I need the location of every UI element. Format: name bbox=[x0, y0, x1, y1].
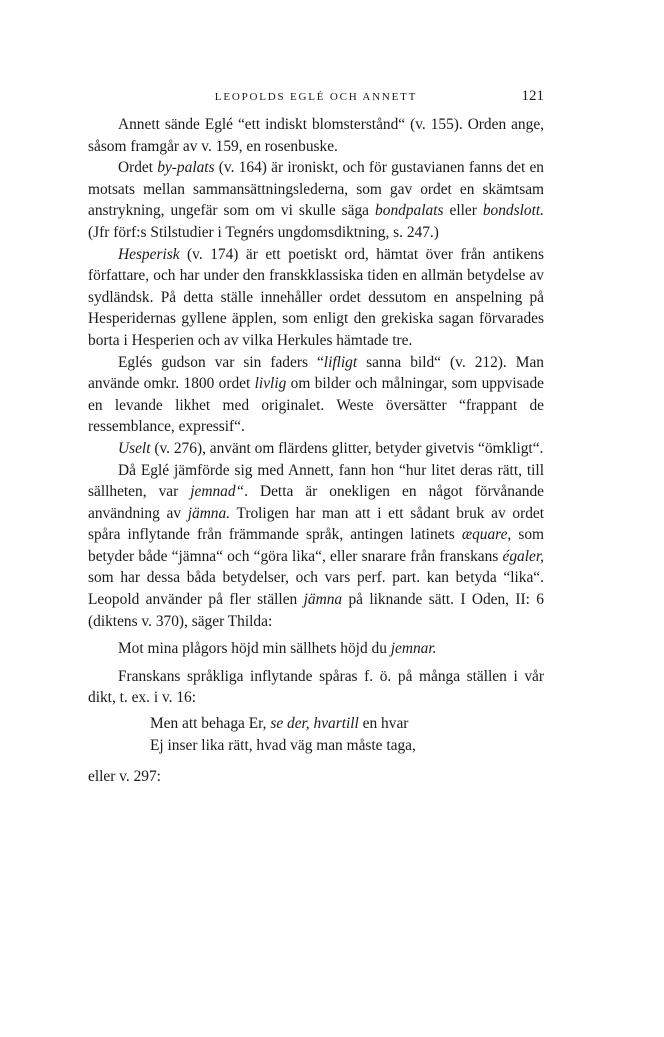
term-livlig: livlig bbox=[254, 375, 287, 393]
term-bondpalats: bondpalats bbox=[375, 202, 444, 220]
term-jemnad: jemnad“ bbox=[190, 483, 245, 501]
text: (Jfr förf:s Stilstudier i Tegnérs ungdomsdiktning, s. 247.) bbox=[88, 223, 439, 241]
text: Franskans språkliga inflytande spåras f. ö. på många ställen i vår dikt, t. ex. i v. 16: bbox=[88, 667, 544, 707]
term-egaler: égaler, bbox=[502, 547, 544, 565]
paragraph-jemnad bbox=[88, 460, 544, 633]
paragraph-lifligt bbox=[88, 352, 544, 438]
text: en hvar bbox=[358, 715, 409, 733]
paragraph-by-palats bbox=[88, 157, 544, 243]
text: Troligen har man att i ett sådant bruk av ordet spåra inflytande från främmande språk, antingen latinets bbox=[88, 504, 544, 544]
verse-line-2: Ej inser lika rätt, hvad väg man måste taga, bbox=[150, 736, 416, 754]
text: som har dessa båda betydelser, och vars perf. part. kan betyda “lika“. Leopold använder på fler ställen bbox=[88, 569, 544, 609]
verse-line-1 bbox=[150, 713, 544, 735]
running-title: LEOPOLDS EGLÉ OCH ANNETT bbox=[214, 91, 418, 103]
text: Ordet bbox=[118, 159, 158, 177]
text: sanna bild“ (v. 212). Man använde omkr. 1800 ordet bbox=[88, 353, 544, 393]
text: (v. 174) är ett poetiskt ord, hämtat över från antikens författare, och har under den franskklassiska tiden en allmän betydelse av sydländsk. På detta ställe innehåller ordet dessutom en anspelning på Hesperidernas gyllene äpplen, som enligt den grekiska sagan förvarades borta i Hesperien och av vilka Herkules hämtade tre. bbox=[88, 245, 544, 349]
term-se-der: se der, hvartill bbox=[270, 715, 359, 733]
text: . Detta är onekligen en något förvånande användning av bbox=[88, 483, 544, 522]
text: Men att behaga Er, bbox=[150, 715, 271, 733]
text: Mot mina plågors höjd min sällhets höjd du bbox=[118, 640, 391, 658]
verse-quote bbox=[150, 713, 544, 756]
text: eller bbox=[443, 202, 483, 220]
text: Annett sände Eglé “ett indiskt blomsterstånd“ (v. 155). Orden ange, såsom framgår av v. 159, en rosenbuske. bbox=[88, 116, 544, 155]
term-jemnar: jemnar. bbox=[390, 640, 437, 658]
page-number: 121 bbox=[521, 88, 544, 104]
text: (v. 276), använt om flärdens glitter, betyder givetvis “ömkligt“. bbox=[150, 439, 544, 457]
term-jamna-2: jämna bbox=[303, 591, 343, 609]
quote-thilda bbox=[88, 638, 544, 660]
term-by-palats: by-palats bbox=[157, 159, 215, 177]
text: om bilder och målningar, som uppvisade en levande likhet med originalet. Weste översätter “frappant de ressemblance, expressif“. bbox=[88, 375, 544, 436]
paragraph-annett bbox=[88, 114, 544, 157]
page-header bbox=[88, 88, 544, 108]
term-lifligt: lifligt bbox=[323, 353, 358, 371]
body-text bbox=[88, 114, 544, 788]
term-uselt: Uselt bbox=[118, 439, 151, 457]
paragraph-franskans bbox=[88, 666, 544, 709]
term-aequare: æquare, bbox=[461, 526, 512, 544]
paragraph-uselt bbox=[88, 438, 544, 460]
term-jamna: jämna. bbox=[187, 504, 231, 522]
text: Eglés gudson var sin faders “ bbox=[118, 353, 324, 371]
paragraph-hesperisk bbox=[88, 244, 544, 352]
term-bondslott: bondslott. bbox=[482, 202, 544, 220]
paragraph-tail bbox=[88, 766, 544, 788]
text: eller v. 297: bbox=[88, 768, 161, 786]
term-hesperisk: Hesperisk bbox=[118, 245, 180, 263]
text: Då Eglé jämförde sig med Annett, fann hon “hur litet deras rätt, till sällheten, var bbox=[88, 461, 544, 501]
text: på liknande sätt. I Oden, II: 6 (diktens v. 370), säger Thilda: bbox=[88, 591, 544, 630]
text: (v. 164) är ironiskt, och för gustavianen fanns det en motsats mellan sammansättningslederna, som gav ordet en skämtsam anstrykning, ungefär som om vi skulle säga bbox=[88, 159, 544, 220]
text: som betyder både “jämna“ och “göra lika“, eller snarare från franskans bbox=[88, 526, 544, 565]
